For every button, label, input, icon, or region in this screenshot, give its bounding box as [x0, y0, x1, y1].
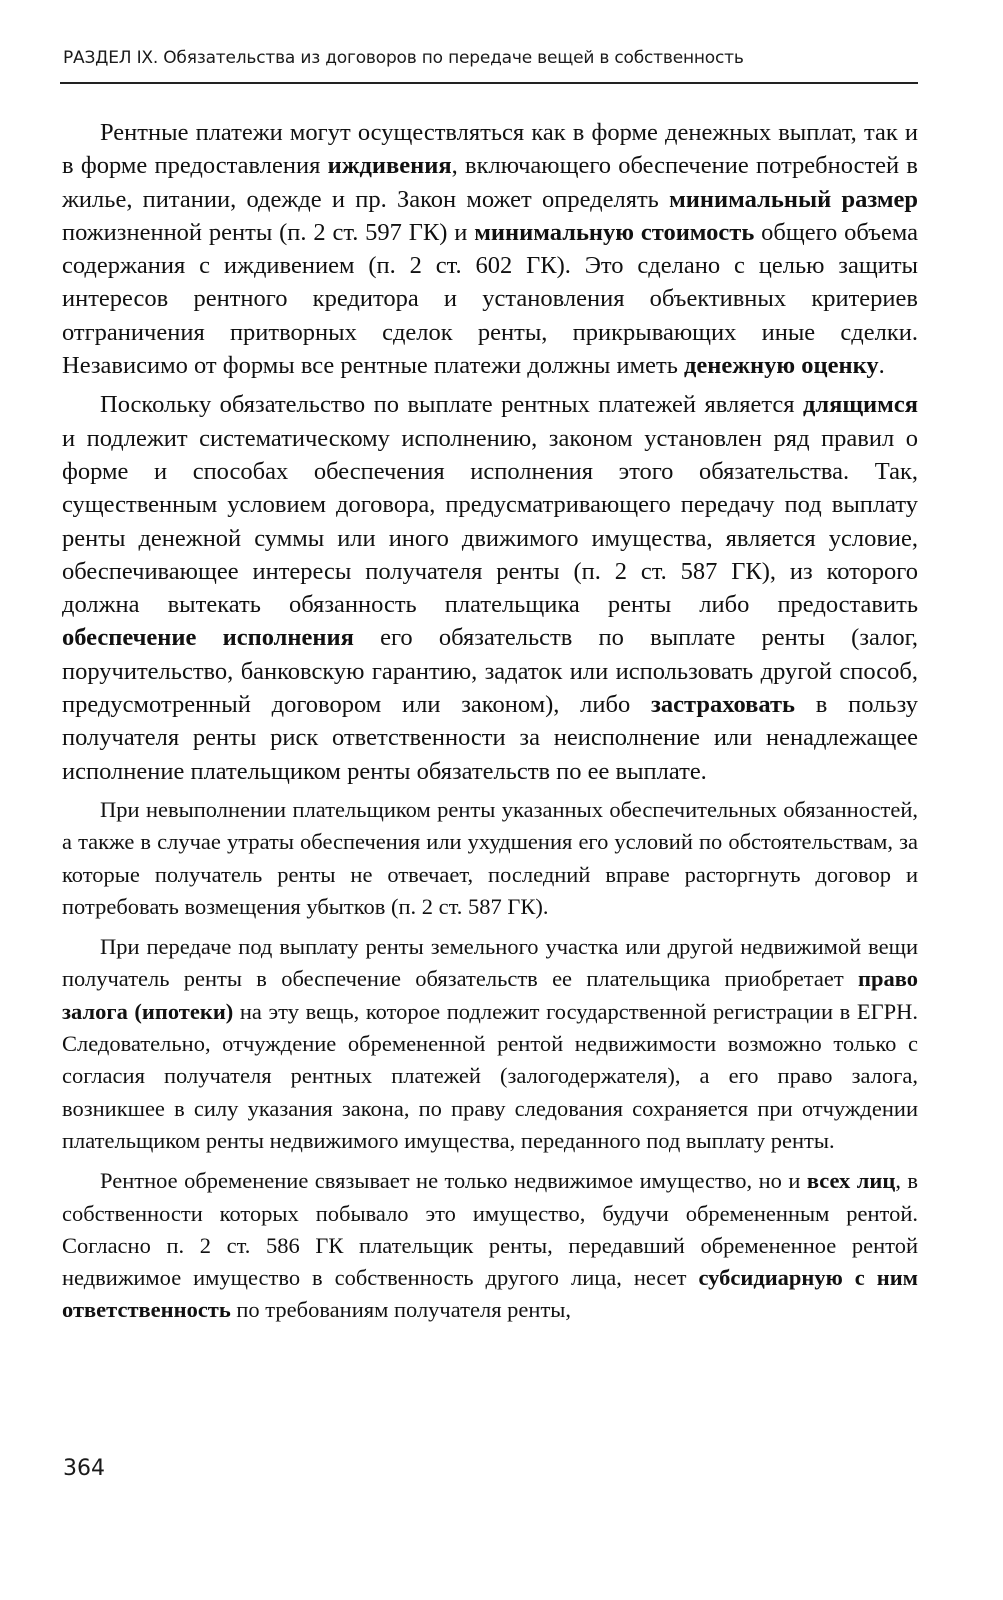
- paragraph-2: [62, 388, 918, 788]
- bold-term: застраховать: [651, 691, 795, 719]
- text-run: , в собственности которых побывало это имущество, будучи обремененным рентой. Согласно п. 2 ст. 586 ГК плательщик ренты, передавший обремененное рентой недвижимое имущество в собственность другого лица, несет: [62, 1168, 919, 1291]
- bold-term: длящимся: [802, 391, 918, 419]
- bold-term: обеспечение исполнения: [62, 624, 354, 652]
- bold-term: минимальный размер: [669, 185, 919, 213]
- text-run: общего объема содержания с иждивением (п. 2 ст. 602 ГК). Это сделано с целью защиты интересов рентного кредитора и установления объективных критериев отграничения притворных сделок ренты, прикрывающих иные сделки. Независимо от формы все рентные платежи должны иметь: [62, 218, 918, 380]
- bold-term: субсидиарную с ним ответственность: [62, 1265, 918, 1323]
- bold-term: право залога (ипотеки): [62, 966, 918, 1024]
- text-run: Рентные платежи могут осуществляться как в форме денежных выплат, так и в форме предоставления: [62, 119, 918, 180]
- text-run: пожизненной ренты (п. 2 ст. 597 ГК) и: [62, 218, 475, 246]
- text-run: его обязательств по выплате ренты (залог, поручительство, банковскую гарантию, задаток или использовать другой способ, предусмотренный договором или законом), либо: [62, 624, 918, 719]
- text-run: При невыполнении плательщиком ренты указанных обеспечительных обязанностей, а также в случае утраты обеспечения или ухудшения его условий по обстоятельствам, за которые получатель ренты не отвечает, последний вправе расторгнуть договор и потребовать возмещения убытков (п. 2 ст. 587 ГК).: [62, 796, 918, 919]
- text-run: Поскольку обязательство по выплате рентных платежей является: [100, 391, 803, 419]
- paragraph-3: [62, 794, 918, 923]
- bold-term: минимальную стоимость: [474, 218, 755, 246]
- paragraph-4: [62, 931, 918, 1157]
- text-run: , включающего обеспечение потребностей в жилье, питании, одежде и пр. Закон может определять: [62, 152, 919, 213]
- text-run: и подлежит систематическому исполнению, законом установлен ряд правил о форме и способах обеспечения исполнения этого обязательства. Так, существенным условием договора, предусматривающего передачу под выплату ренты денежной суммы или иного движимого имущества, является условие, обеспечивающее интересы получателя ренты (п. 2 ст. 587 ГК), из которого должна вытекать обязанность плательщика ренты либо предоставить: [62, 424, 918, 619]
- main-text: [62, 116, 918, 1327]
- text-run: на эту вещь, которое подлежит государственной регистрации в ЕГРН. Следовательно, отчуждение обремененной рентой недвижимости возможно только с согласия получателя рентных платежей (залогодержателя), а его право залога, возникшее в силу указания закона, по праву следования сохраняется при отчуждении плательщиком ренты недвижимого имущества, переданного под выплату ренты.: [62, 998, 918, 1153]
- text-run: Рентное обременение связывает не только недвижимое имущество, но и: [100, 1168, 807, 1194]
- running-header: РАЗДЕЛ IX. Обязательства из договоров по передаче вещей в собственность: [63, 48, 744, 68]
- page-number: 364: [63, 1456, 105, 1481]
- bold-term: всех лиц: [806, 1168, 896, 1194]
- text-run: в пользу получателя ренты риск ответственности за неисполнение или ненадлежащее исполнение плательщиком ренты обязательств по ее выплате.: [62, 691, 918, 785]
- header-rule: [60, 82, 918, 84]
- text-run: .: [878, 352, 885, 380]
- bold-term: иждивения: [327, 152, 452, 180]
- bold-term: денежную оценку: [684, 352, 879, 380]
- text-run: При передаче под выплату ренты земельного участка или другой недвижимой вещи получатель ренты в обеспечение обязательств ее плательщика приобретает: [62, 934, 918, 992]
- paragraph-5: [62, 1165, 918, 1326]
- paragraph-1: [62, 116, 918, 382]
- text-run: по требованиям получателя ренты,: [230, 1297, 572, 1323]
